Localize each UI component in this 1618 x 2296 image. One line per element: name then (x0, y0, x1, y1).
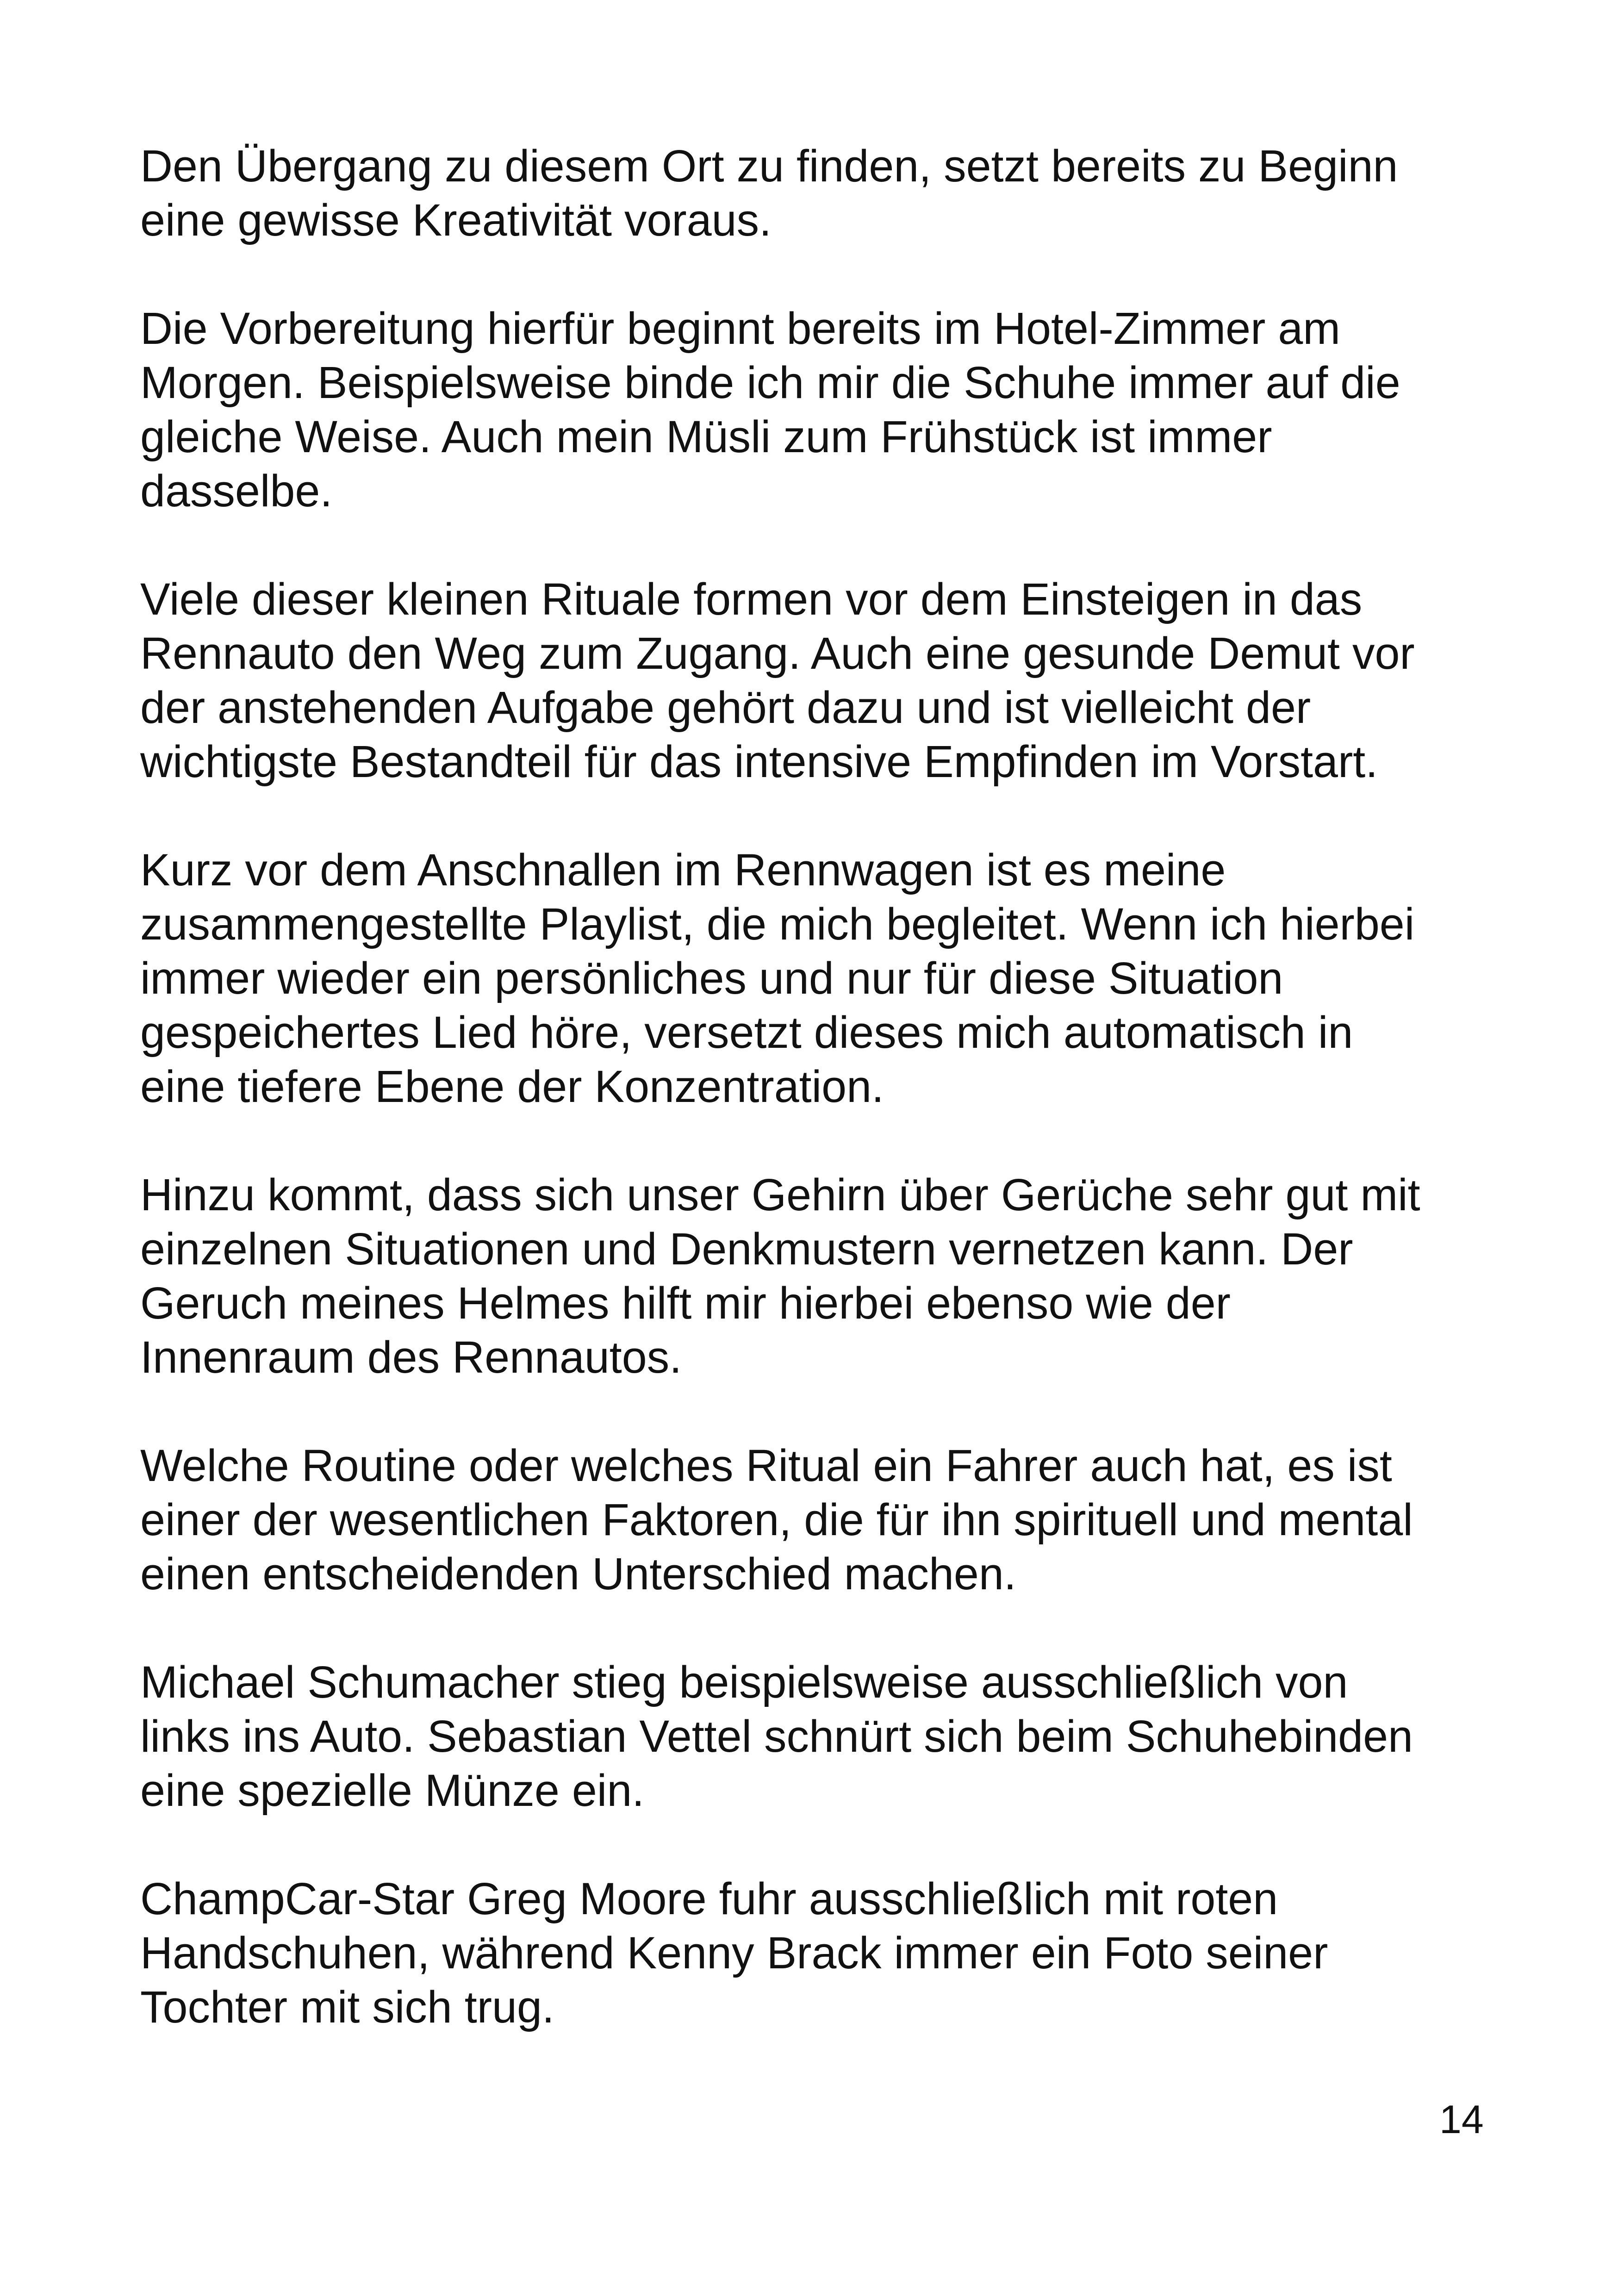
body-text (140, 139, 1510, 2088)
text-line: eine tiefere Ebene der Konzentration. (140, 1061, 884, 1112)
paragraph (140, 843, 1510, 1114)
paragraph (140, 1655, 1510, 1817)
text-line: Welche Routine oder welches Ritual ein Fahrer auch hat, es ist (140, 1440, 1392, 1491)
paragraph (140, 301, 1510, 518)
text-line: Rennauto den Weg zum Zugang. Auch eine gesunde Demut vor (140, 628, 1415, 678)
text-line: Innenraum des Rennautos. (140, 1332, 682, 1382)
paragraph (140, 139, 1510, 247)
text-line: Die Vorbereitung hierfür beginnt bereits im Hotel-Zimmer am (140, 303, 1341, 354)
text-line: gleiche Weise. Auch mein Müsli zum Frühstück ist immer (140, 411, 1272, 462)
text-line: einer der wesentlichen Faktoren, die für ihn spirituell und mental (140, 1494, 1413, 1545)
text-line: Viele dieser kleinen Rituale formen vor dem Einsteigen in das (140, 574, 1363, 624)
page-number: 14 (1439, 2097, 1484, 2142)
text-line: Handschuhen, während Kenny Brack immer ein Foto seiner (140, 1928, 1328, 1978)
text-line: Kurz vor dem Anschnallen im Rennwagen ist es meine (140, 845, 1226, 895)
text-line: Morgen. Beispielsweise binde ich mir die Schuhe immer auf die (140, 357, 1400, 408)
paragraph (140, 1438, 1510, 1601)
paragraph (140, 1168, 1510, 1384)
text-line: Den Übergang zu diesem Ort zu finden, setzt bereits zu Beginn (140, 141, 1398, 191)
text-line: ChampCar-Star Greg Moore fuhr ausschließlich mit roten (140, 1873, 1278, 1924)
text-line: Tochter mit sich trug. (140, 1982, 554, 2032)
text-line: links ins Auto. Sebastian Vettel schnürt sich beim Schuhebinden (140, 1711, 1413, 1761)
text-line: Geruch meines Helmes hilft mir hierbei ebenso wie der (140, 1278, 1231, 1328)
text-line: gespeichertes Lied höre, versetzt dieses mich automatisch in (140, 1007, 1353, 1058)
text-line: Hinzu kommt, dass sich unser Gehirn über Gerüche sehr gut mit (140, 1170, 1420, 1220)
paragraph (140, 1872, 1510, 2034)
text-line: Michael Schumacher stieg beispielsweise ausschließlich von (140, 1657, 1348, 1707)
text-line: dasselbe. (140, 466, 333, 516)
text-line: wichtigste Bestandteil für das intensive Empfinden im Vorstart. (140, 736, 1378, 787)
paragraph (140, 572, 1510, 789)
text-line: zusammengestellte Playlist, die mich begleitet. Wenn ich hierbei (140, 899, 1415, 949)
text-line: einzelnen Situationen und Denkmustern vernetzen kann. Der (140, 1224, 1353, 1274)
text-line: der anstehenden Aufgabe gehört dazu und ist vielleicht der (140, 682, 1311, 733)
text-line: eine spezielle Münze ein. (140, 1765, 645, 1816)
text-line: eine gewisse Kreativität voraus. (140, 195, 772, 245)
text-line: immer wieder ein persönliches und nur für diese Situation (140, 953, 1283, 1003)
text-line: einen entscheidenden Unterschied machen. (140, 1549, 1016, 1599)
